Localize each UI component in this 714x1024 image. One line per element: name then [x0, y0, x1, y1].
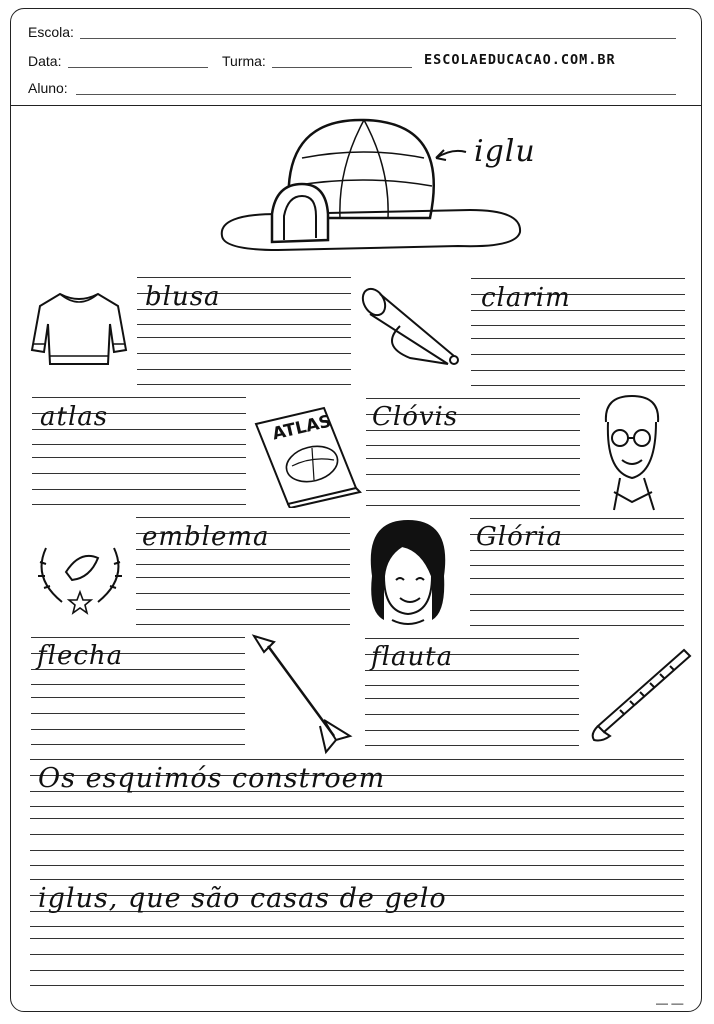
- writing-box-atlas[interactable]: [32, 397, 246, 445]
- atlas-book-icon: [252, 404, 364, 508]
- class-field[interactable]: [272, 67, 412, 68]
- writing-box-emblema-practice[interactable]: [136, 577, 350, 625]
- footer-mark: — —: [656, 996, 684, 1010]
- word-flauta: flauta: [371, 642, 454, 672]
- school-field[interactable]: [80, 38, 676, 39]
- student-label: Aluno:: [28, 80, 68, 96]
- man-with-glasses-icon: [594, 392, 668, 512]
- word-clarim: clarim: [481, 283, 571, 313]
- writing-box-sentence-2-practice[interactable]: [30, 938, 684, 986]
- sentence-line-1: Os esquimós constroem: [38, 763, 386, 794]
- writing-box-emblema[interactable]: [136, 517, 350, 565]
- word-atlas: atlas: [40, 402, 109, 432]
- writing-box-sentence-1[interactable]: [30, 759, 684, 807]
- student-field[interactable]: [76, 94, 676, 95]
- writing-box-gloria-practice[interactable]: [470, 578, 684, 626]
- writing-box-gloria[interactable]: [470, 518, 684, 566]
- school-label: Escola:: [28, 24, 74, 40]
- arrow-icon: [250, 632, 356, 756]
- arrow-pointer-icon: [432, 146, 468, 166]
- word-emblema: emblema: [142, 522, 270, 552]
- writing-box-clovis[interactable]: [366, 398, 580, 446]
- word-clovis: Clóvis: [372, 402, 459, 432]
- book-title: ATLAS: [270, 411, 334, 445]
- girl-face-icon: [362, 516, 454, 628]
- word-iglu: iglu: [474, 134, 536, 169]
- writing-box-flecha[interactable]: [31, 637, 245, 685]
- writing-box-flauta-practice[interactable]: [365, 698, 579, 746]
- writing-box-clarim-practice[interactable]: [471, 338, 685, 386]
- sweater-icon: [30, 290, 128, 370]
- writing-box-sentence-2[interactable]: [30, 879, 684, 927]
- site-name: ESCOLAEDUCACAO.COM.BR: [424, 52, 616, 68]
- writing-box-flauta[interactable]: [365, 638, 579, 686]
- bugle-icon: [360, 286, 464, 370]
- writing-box-clovis-practice[interactable]: [366, 458, 580, 506]
- word-blusa: blusa: [145, 282, 221, 312]
- writing-box-blusa-practice[interactable]: [137, 337, 351, 385]
- writing-box-sentence-1-practice[interactable]: [30, 818, 684, 866]
- writing-box-atlas-practice[interactable]: [32, 457, 246, 505]
- flute-icon: [590, 646, 694, 744]
- class-label: Turma:: [222, 53, 266, 69]
- word-flecha: flecha: [37, 641, 124, 671]
- word-gloria: Glória: [476, 522, 563, 552]
- writing-box-flecha-practice[interactable]: [31, 697, 245, 745]
- writing-box-blusa[interactable]: [137, 277, 351, 325]
- sentence-line-2: iglus, que são casas de gelo: [38, 883, 447, 914]
- writing-box-clarim[interactable]: [471, 278, 685, 326]
- date-label: Data:: [28, 53, 62, 69]
- date-field[interactable]: [68, 67, 208, 68]
- emblem-icon: [32, 538, 128, 618]
